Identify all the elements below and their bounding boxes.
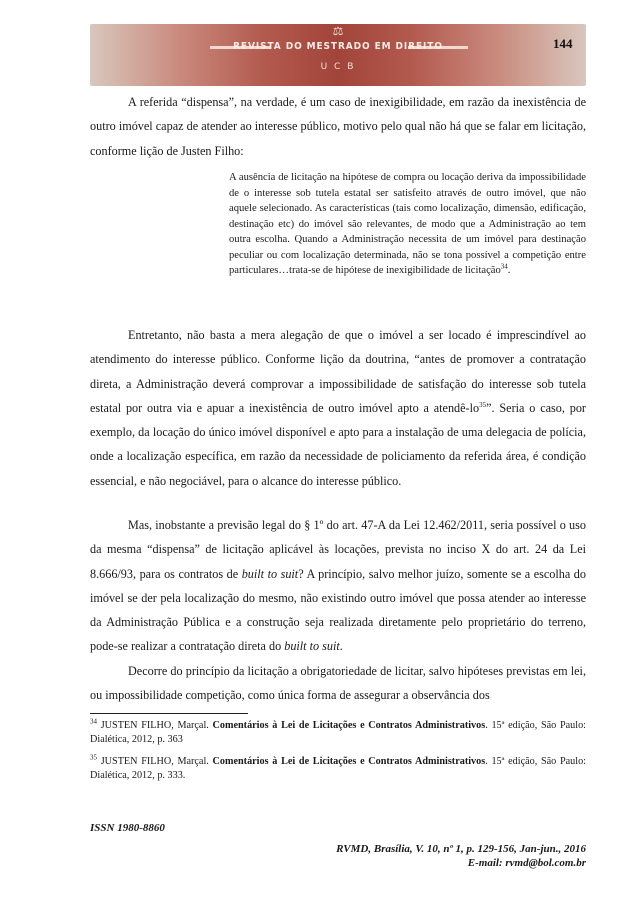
issn: ISSN 1980-8860: [90, 822, 165, 834]
footnote-34: $^{34}$ JUSTEN FILHO, Marçal. Comentários à Lei de Licitações e Contratos Administrativos. 15ª edição, São Paulo: Dialética, 2012, p. 363: [90, 717, 587, 745]
scales-of-justice-icon: ⚖: [332, 24, 344, 38]
paragraph-1: A referida “dispensa”, na verdade, é um caso de inexigibilidade, em razão da inexistência de outro imóvel capaz de atender ao interesse público, motivo pelo qual não há que se falar em licitação, conforme lição de Justen Filho:: [90, 95, 586, 158]
term-built-to-suit: built to suit: [241, 566, 299, 581]
email-line: E-mail: rvmd@bol.com.br: [467, 857, 586, 869]
paragraph-2: Entretanto, não basta a mera alegação de que o imóvel a ser locado é imprescindível ao atendimento do interesse público. Conforme lição da doutrina, “antes de promover a contratação direta, a Administração deverá comprovar a impossibilidade de satisfação do interesse sob tutela estatal por outra via e apuar a inexistência de outro imóvel apto a atendê-$lo^{35}$”. Seria o caso, por exemplo, da locação do único imóvel disponível e apto para a instalação de uma delegacia de polícia, onde a localização específica, em razão da necessidade de policiamento da referida área, é condição essencial, e não negociável, para o alcance do interesse público.: [90, 328, 586, 488]
footnote-35: $^{35}$ JUSTEN FILHO, Marçal. Comentários à Lei de Licitações e Contratos Administrativos. 15ª edição, São Paulo: Dialética, 2012, p. 333.: [90, 753, 587, 781]
paragraph-3: Mas, inobstante a previsão legal do § 1º do art. 47-A da Lei 12.462/2011, seria possível o uso da mesma “dispensa” de licitação aplicável às locações, prevista no inciso X do art. 24 da Lei 8.666/93, para os contratos de built to suit? A princípio, salvo melhor juízo, somente se a escolha do imóvel se der pela localização do mesmo, não existindo outro imóvel que possa atender ao interesse da Administração Pública e a construção seja realizada diretamente pelo proprietário do terreno, pode-se realizar a contratação direta do built to suit.: [90, 518, 586, 654]
journal-title: REVISTA DO MESTRADO EM DIREITO: [233, 41, 443, 52]
journal-subtitle: U C B: [320, 62, 356, 72]
footnote-ref-35[interactable]: 35: [479, 400, 487, 409]
footnote-ref-34[interactable]: 34: [500, 262, 508, 271]
citation-line: RVMD, Brasília, V. 10, nº 1, p. 129-156, Jan-jun., 2016: [336, 843, 586, 855]
term-built-to-suit: built to suit: [284, 639, 340, 654]
block-quote: A ausência de licitação na hipótese de compra ou locação deriva da impossibilidade de o interesse sob tutela estatal ser satisfeito através de outro imóvel, que não aquele selecionado. As características (tais como localização, dimensão, edificação, destinação etc) do imóvel são relevantes, de modo que a Administração ao tem outra escolha. Quando a Administração necessita de um imóvel para destinação peculiar ou com localização determinada, não se tona possível a competição entre particulares…trata-se de hipótese de inexigibilidade de licitação$^{34}$.: [229, 172, 586, 276]
page-number: 144: [553, 36, 573, 51]
footnote-divider: [90, 713, 248, 714]
journal-citation: [336, 842, 586, 870]
journal-banner: [90, 24, 586, 86]
paragraph-4: Decorre do princípio da licitação a obrigatoriedade de licitar, salvo hipóteses previstas em lei, ou impossibilidade competição, como única forma de assegurar a observância dos: [90, 664, 586, 703]
